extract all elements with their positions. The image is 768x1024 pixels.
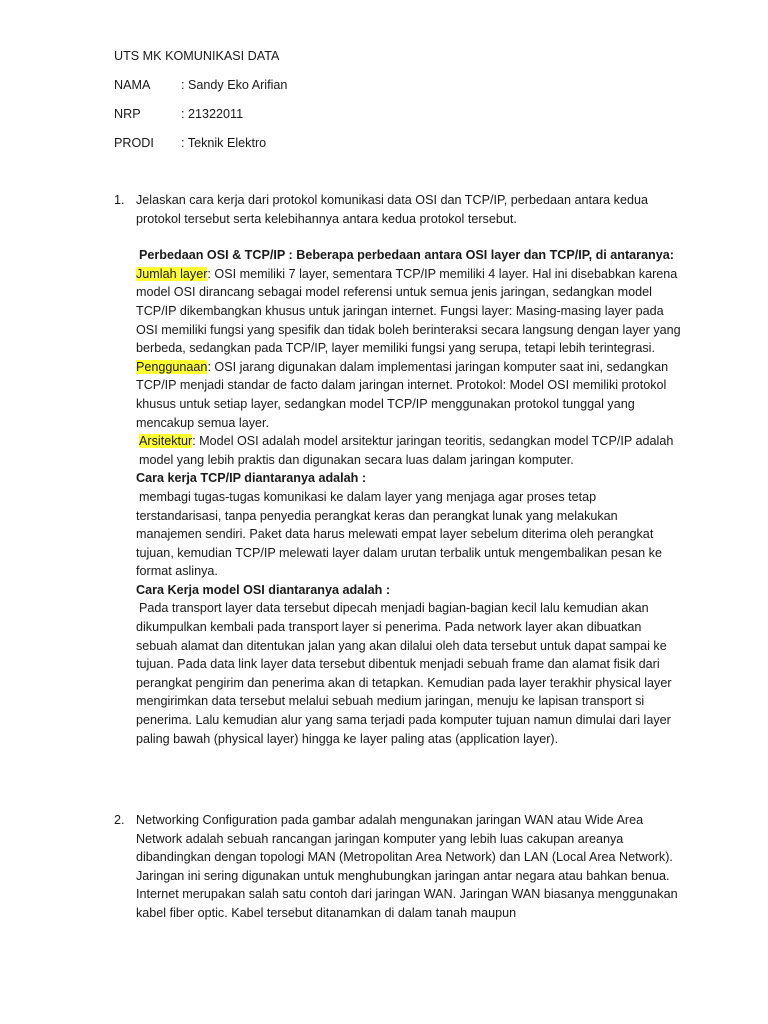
info-row-nrp: [114, 105, 674, 134]
question-1-body: [136, 191, 684, 748]
info-value: : Sandy Eko Arifian: [181, 78, 288, 92]
osi-paragraph: Pada transport layer data tersebut dipecah menjadi bagian-bagian kecil lalu kemudian akan dikumpulkan kembali pada transport layer si penerima. Pada network layer akan dibuatkan sebuah alamat dan ditentukan jalan yang akan dilalui oleh data tersebut untuk dapat sampai ke tujuan. Pada data link layer data tersebut dibentuk menjadi sebuah frame dan alamat fisik dari perangkat pengirim dan penerima akan di tetapkan. Kemudian pada layer terakhir physical layer mengirimkan data tersebut melalui sebuah medium jaringan, menuju ke lapisan transport si penerima. Lalu kemudian alur yang sama terjadi pada komputer tujuan namun dimulai dari layer paling bawah (physical layer) hingga ke layer paling atas (application layer).: [136, 601, 672, 746]
info-row-name: [114, 76, 674, 105]
question-number: 1.: [114, 193, 125, 207]
usage-text: : OSI jarang digunakan dalam implementasi jaringan komputer saat ini, sedangkan TCP/IP menjadi standar de facto dalam jaringan internet. Protokol: Model OSI memiliki protokol khusus untuk setiap layer, sedangkan model TCP/IP menggunakan protokol tunggal yang mencakup semua layer.: [136, 359, 669, 430]
student-info-header: [114, 47, 674, 163]
usage-label: Penggunaan: [136, 359, 208, 374]
architecture-paragraph: [136, 432, 684, 469]
usage-paragraph: [136, 358, 684, 432]
question-2-text: Networking Configuration pada gambar adalah mengunakan jaringan WAN atau Wide Area Network adalah sebuah rancangan jaringan komputer yang lebih luas cakupan areanya dibandingkan dengan topologi MAN (Metropolitan Area Network) dan LAN (Local Area Network). Jaringan ini sering digunakan untuk menghubungkan jaringan antar negara atau bahkan benua. Internet merupakan salah satu contoh dari jaringan WAN. Jaringan WAN biasanya menggunakan kabel fiber optic. Kabel tersebut ditanamkan di dalam tanah maupun: [136, 813, 678, 920]
osi-heading: Cara Kerja model OSI diantaranya adalah :: [136, 582, 391, 597]
question-number: 2.: [114, 813, 125, 827]
layer-count-text: : OSI memiliki 7 layer, sementara TCP/IP memiliki 4 layer. Hal ini disebabkan karena model OSI dirancang sebagai model referensi untuk semua jenis jaringan, sedangkan model TCP/IP dikembangkan khusus untuk jaringan internet. Fungsi layer: Masing-masing layer pada OSI memiliki fungsi yang spesifik dan tidak boleh berinteraksi secara langsung dengan layer yang berbeda, sedangkan pada TCP/IP, layer memiliki fungsi yang serupa, tetapi lebih terintegrasi.: [136, 266, 681, 356]
info-row-prodi: [114, 134, 674, 163]
question-1: [114, 191, 684, 748]
info-label: NRP: [114, 107, 141, 121]
question-2-body: [136, 811, 684, 923]
layer-count-label: Jumlah layer: [136, 266, 208, 281]
architecture-text: : Model OSI adalah model arsitektur jaringan teoritis, sedangkan model TCP/IP adalah model yang lebih praktis dan digunakan secara luas dalam jaringan komputer.: [139, 434, 674, 467]
question-2: [114, 811, 684, 923]
tcpip-paragraph: membagi tugas-tugas komunikasi ke dalam layer yang menjaga agar proses tetap terstandarisasi, tanpa penyedia perangkat keras dan perangkat lunak yang melakukan manajemen sendiri. Paket data harus melewati empat layer sebelum diterima oleh perangkat tujuan, kemudian TCP/IP melewati layer dalam urutan terbalik untuk mengembalikan pesan ke format aslinya.: [136, 489, 662, 579]
info-label: NAMA: [114, 78, 151, 92]
exam-title: UTS MK KOMUNIKASI DATA: [114, 49, 280, 63]
layer-count-paragraph: [136, 265, 684, 358]
info-value: : Teknik Elektro: [181, 136, 267, 150]
info-value: : 21322011: [181, 107, 244, 121]
question-1-text: Jelaskan cara kerja dari protokol komunikasi data OSI dan TCP/IP, perbedaan antara kedua protokol tersebut serta kelebihannya antara kedua protokol tersebut.: [136, 193, 648, 226]
architecture-label: Arsitektur: [139, 434, 193, 449]
tcpip-heading: Cara kerja TCP/IP diantaranya adalah :: [136, 471, 367, 486]
info-label: PRODI: [114, 136, 154, 150]
difference-heading: Perbedaan OSI & TCP/IP : Beberapa perbedaan antara OSI layer dan TCP/IP, di antaranya:: [139, 248, 674, 263]
